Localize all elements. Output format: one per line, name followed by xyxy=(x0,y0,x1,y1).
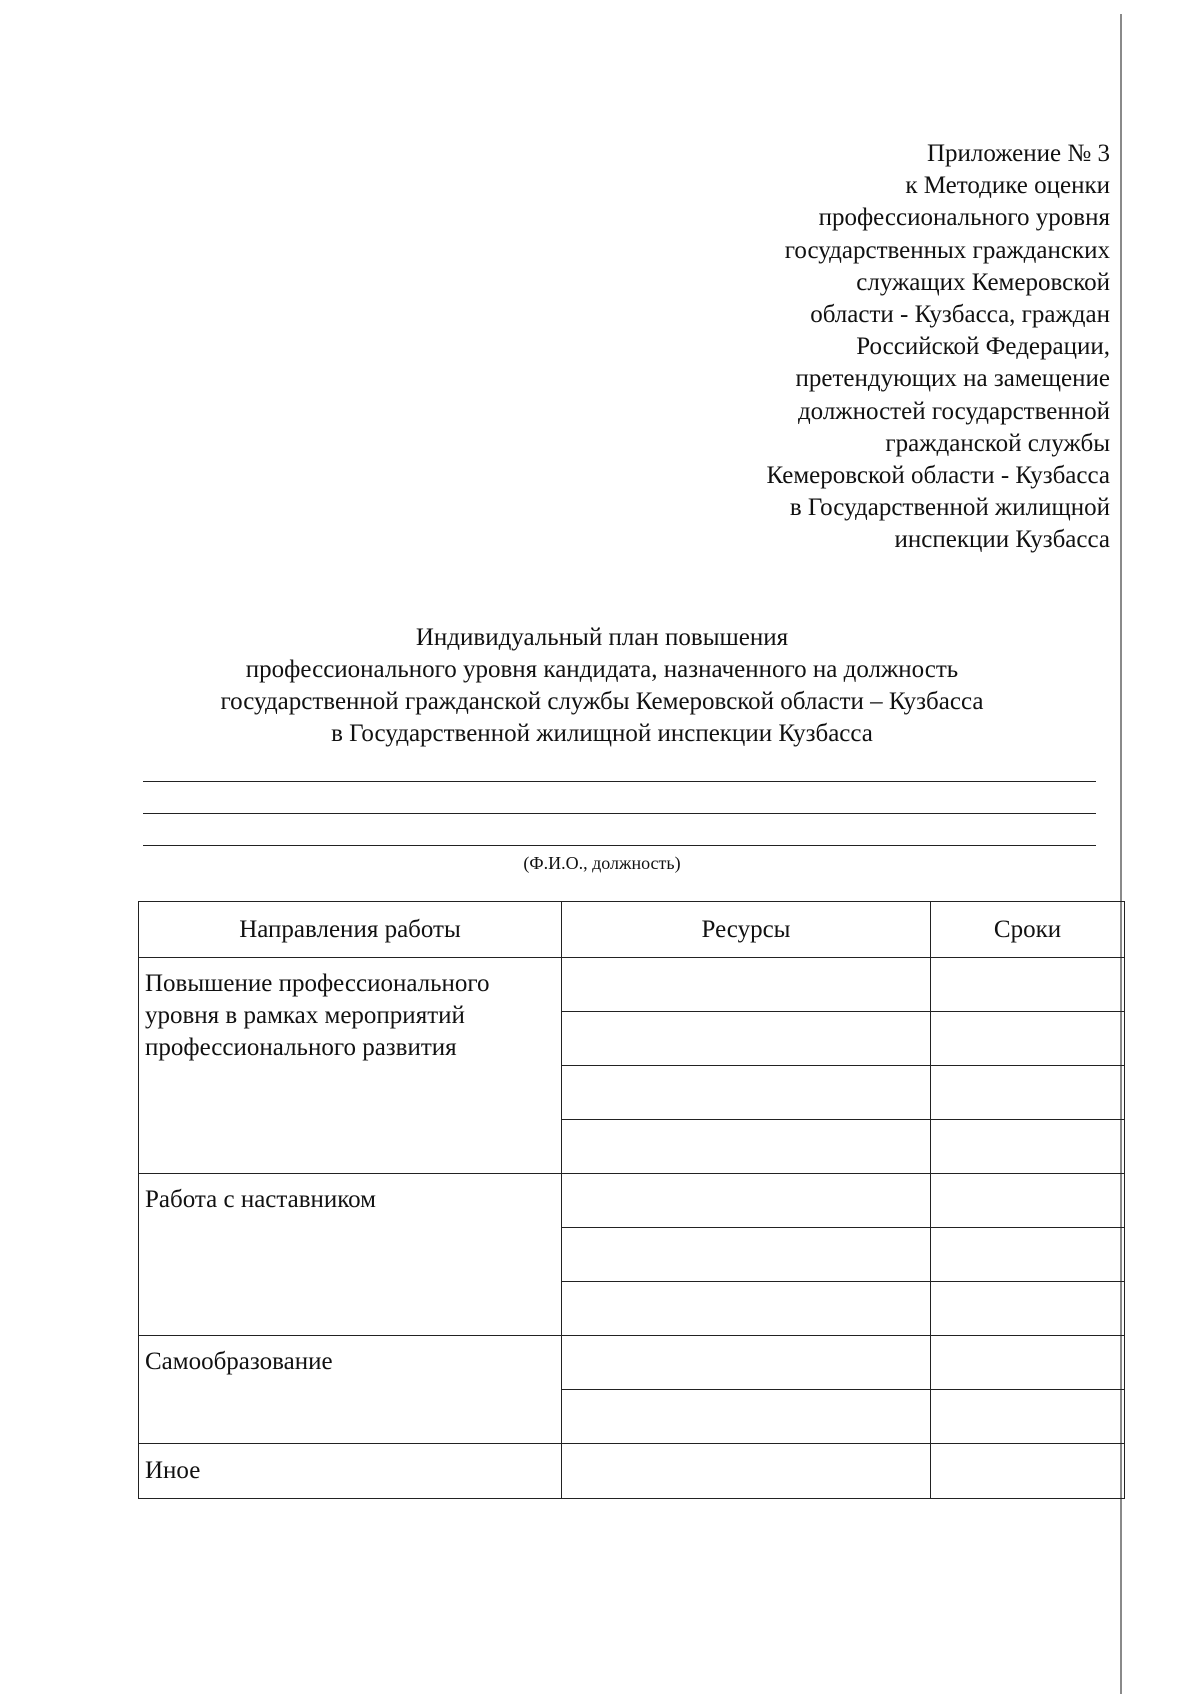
appendix-line: государственных гражданских xyxy=(784,236,1110,264)
deadline-cell[interactable] xyxy=(931,1282,1125,1336)
name-fill-line[interactable] xyxy=(143,813,1096,814)
name-caption: (Ф.И.О., должность) xyxy=(523,853,681,873)
appendix-line: гражданской службы xyxy=(885,429,1110,457)
appendix-line: Кемеровской области - Кузбасса xyxy=(766,462,1110,490)
name-fill-line[interactable] xyxy=(143,845,1096,846)
title-line: в Государственной жилищной инспекции Кузбасса xyxy=(331,720,873,747)
header-directions: Направления работы xyxy=(139,902,562,958)
direction-professional-development: Повышение профессионального уровня в рамках мероприятий профессионального развития xyxy=(139,958,562,1174)
resources-cell[interactable] xyxy=(562,1390,931,1444)
appendix-line: Приложение № 3 xyxy=(926,140,1110,167)
table-row xyxy=(139,1444,1125,1499)
resources-cell[interactable] xyxy=(562,1228,931,1282)
deadline-cell[interactable] xyxy=(931,1228,1125,1282)
resources-cell[interactable] xyxy=(562,1066,931,1120)
header-resources: Ресурсы xyxy=(562,902,931,958)
direction-mentor: Работа с наставником xyxy=(139,1174,562,1336)
plan-table xyxy=(138,901,1125,1499)
table-row xyxy=(139,1174,1125,1228)
resources-cell[interactable] xyxy=(562,1282,931,1336)
deadline-cell[interactable] xyxy=(931,1336,1125,1390)
deadline-cell[interactable] xyxy=(931,1174,1125,1228)
table-header-row xyxy=(139,902,1125,958)
direction-other: Иное xyxy=(139,1444,562,1499)
title-line: государственной гражданской службы Кемеровской области – Кузбасса xyxy=(220,688,984,715)
resources-cell[interactable] xyxy=(562,958,931,1012)
resources-cell[interactable] xyxy=(562,1444,931,1499)
appendix-heading xyxy=(590,138,1110,557)
table-row xyxy=(139,958,1125,1012)
header-deadlines: Сроки xyxy=(931,902,1125,958)
appendix-line: должностей государственной xyxy=(797,397,1110,425)
resources-cell[interactable] xyxy=(562,1174,931,1228)
appendix-line: профессионального уровня xyxy=(818,204,1110,232)
appendix-line: Российской Федерации, xyxy=(856,333,1110,361)
deadline-cell[interactable] xyxy=(931,1066,1125,1120)
deadline-cell[interactable] xyxy=(931,1444,1125,1499)
direction-self-education: Самообразование xyxy=(139,1336,562,1444)
deadline-cell[interactable] xyxy=(931,958,1125,1012)
appendix-line: инспекции Кузбасса xyxy=(894,526,1110,554)
deadline-cell[interactable] xyxy=(931,1120,1125,1174)
title-line: Индивидуальный план повышения xyxy=(415,624,789,651)
appendix-line: служащих Кемеровской xyxy=(856,268,1110,296)
resources-cell[interactable] xyxy=(562,1336,931,1390)
appendix-line: в Государственной жилищной xyxy=(789,494,1110,522)
table-row xyxy=(139,1336,1125,1390)
appendix-line: к Методике оценки xyxy=(905,172,1110,200)
deadline-cell[interactable] xyxy=(931,1390,1125,1444)
name-fill-line[interactable] xyxy=(143,781,1096,782)
document-title xyxy=(130,622,1074,750)
title-line: профессионального уровня кандидата, назначенного на должность xyxy=(245,656,959,683)
deadline-cell[interactable] xyxy=(931,1012,1125,1066)
resources-cell[interactable] xyxy=(562,1120,931,1174)
appendix-line: области - Кузбасса, граждан xyxy=(810,301,1110,329)
appendix-line: претендующих на замещение xyxy=(795,365,1110,393)
resources-cell[interactable] xyxy=(562,1012,931,1066)
